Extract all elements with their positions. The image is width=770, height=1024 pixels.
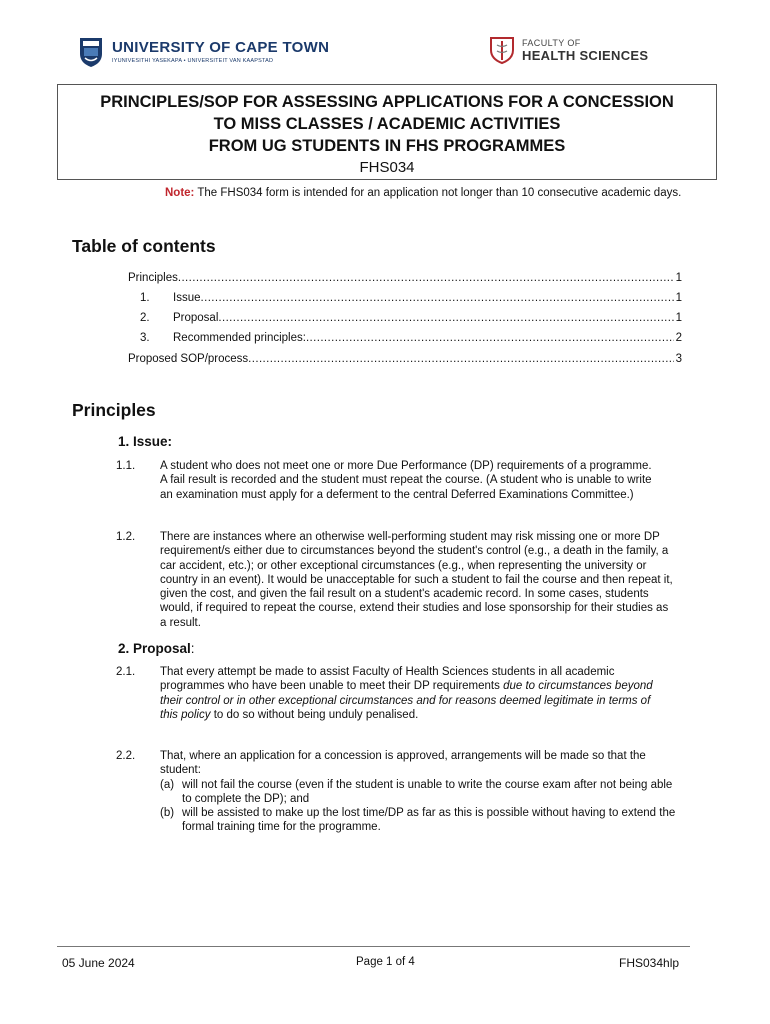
footer-divider xyxy=(57,946,690,947)
note xyxy=(165,186,685,201)
toc-entry-label: Recommended principles: xyxy=(173,332,306,344)
paragraph-number: 1.1. xyxy=(116,460,136,472)
toc-dots xyxy=(201,291,674,305)
uct-subtitle: IYUNIVESITHI YASEKAPA • UNIVERSITEIT VAN KAAPSTAD xyxy=(112,58,274,64)
uct-name: UNIVERSITY OF CAPE TOWN xyxy=(112,39,330,56)
paragraph-2-1 xyxy=(116,665,658,722)
toc-entry-number: 1. xyxy=(140,292,150,304)
toc-entry-principles[interactable] xyxy=(128,271,682,285)
proposal-heading-colon: : xyxy=(190,641,195,656)
list-item-text: will not fail the course (even if the student is unable to write the course exam after not being able to complete the DP); and xyxy=(182,778,673,805)
paragraph-2-2 xyxy=(116,749,676,835)
footer-date: 05 June 2024 xyxy=(62,956,135,970)
toc-entry-label: Proposal xyxy=(173,312,219,324)
toc-dots xyxy=(306,331,674,345)
issue-heading: 1. Issue: xyxy=(118,434,173,449)
paragraph-text: A student who does not meet one or more Due Performance (DP) requirements of a programme. A fail result is recorded and the student must repeat the course. (A student who is unable to write an examination must apply for a deferment to the central Deferred Examinations Committee.) xyxy=(160,460,652,501)
uct-crest-icon xyxy=(78,36,104,68)
paragraph-number: 1.2. xyxy=(116,531,136,543)
toc-dots xyxy=(178,271,674,285)
toc-entry-number: 2. xyxy=(140,312,150,324)
toc-dots xyxy=(218,311,673,325)
title-line-3: FROM UG STUDENTS IN FHS PROGRAMMES xyxy=(208,137,566,155)
toc-page-number: 3 xyxy=(675,353,682,365)
paragraph-1-1 xyxy=(116,459,658,502)
paragraph-italic-text: due to circumstances beyond their control or in other exceptional circumstances and for reasons deemed legitimate in terms of this policy xyxy=(160,680,653,721)
paragraph-text: There are instances where an otherwise well-performing student may risk missing one or more DP requirement/s either due to circumstances beyond the student's control (e.g., a death in the family, a car accident, etc.); or other exceptional circumstances (e.g., when representing the university or country in an event). It would be unacceptable for such a student to fail the course and then repeat it, given the cost, and given the fail result on a student's academic record. In some cases, students would, if required to repeat the course, extend their studies and lose sponsorship for their studies as a result. xyxy=(160,531,673,629)
toc-entry-label: Principles xyxy=(128,272,178,284)
toc-entry-number: 3. xyxy=(140,332,150,344)
toc-entry-proposal[interactable] xyxy=(128,311,682,325)
fhs-bottom-text: HEALTH SCIENCES xyxy=(522,47,649,63)
fhs-emblem-icon xyxy=(488,35,516,65)
toc-page-number: 1 xyxy=(675,272,682,284)
toc-dots xyxy=(248,352,673,366)
list-item-b xyxy=(138,806,676,835)
toc-entry-label: Issue xyxy=(173,292,201,304)
paragraph-1-2 xyxy=(116,530,676,630)
note-text: The FHS034 form is intended for an application not longer than 10 consecutive academic days. xyxy=(194,187,682,199)
toc-entry-issue[interactable] xyxy=(128,291,682,305)
list-item-text: will be assisted to make up the lost time/DP as far as this is possible without having to extend the formal training time for the programme. xyxy=(182,807,676,834)
list-item-a xyxy=(138,778,676,807)
form-code: FHS034 xyxy=(359,159,415,176)
footer-page-number: Page 1 of 4 xyxy=(356,956,415,968)
paragraph-text: That, where an application for a concession is approved, arrangements will be made so that the student: xyxy=(160,750,646,777)
toc-page-number: 1 xyxy=(675,312,682,324)
paragraph-text: That every attempt be made to assist Faculty of Health Sciences students in all academic programmes who have been unable to meet their DP requirements xyxy=(160,666,615,693)
paragraph-number: 2.2. xyxy=(116,750,136,762)
note-label: Note: xyxy=(165,187,195,199)
paragraph-text-end: to do so without being unduly penalised. xyxy=(210,708,419,721)
paragraph-number: 2.1. xyxy=(116,666,136,678)
title-line-1: PRINCIPLES/SOP FOR ASSESSING APPLICATIONS FOR A CONCESSION xyxy=(100,93,674,111)
footer-form-code: FHS034hlp xyxy=(619,956,680,970)
toc-page-number: 2 xyxy=(675,332,682,344)
toc-entry-label: Proposed SOP/process xyxy=(128,353,249,365)
uct-logo xyxy=(78,36,329,68)
proposal-heading-text: 2. Proposal xyxy=(118,641,191,656)
list-item-label: (a) xyxy=(160,778,175,791)
toc-heading: Table of contents xyxy=(72,236,216,256)
toc-entry-recommended-principles[interactable] xyxy=(128,331,682,345)
proposal-heading xyxy=(118,641,195,656)
title-line-2: TO MISS CLASSES / ACADEMIC ACTIVITIES xyxy=(213,115,561,133)
title-box xyxy=(57,84,717,180)
list-item-label: (b) xyxy=(160,807,175,820)
principles-heading: Principles xyxy=(72,400,156,420)
fhs-logo xyxy=(488,35,648,65)
toc-entry-proposed-sop[interactable] xyxy=(128,352,682,366)
toc-page-number: 1 xyxy=(675,292,682,304)
fhs-top-text: FACULTY OF xyxy=(522,37,581,48)
